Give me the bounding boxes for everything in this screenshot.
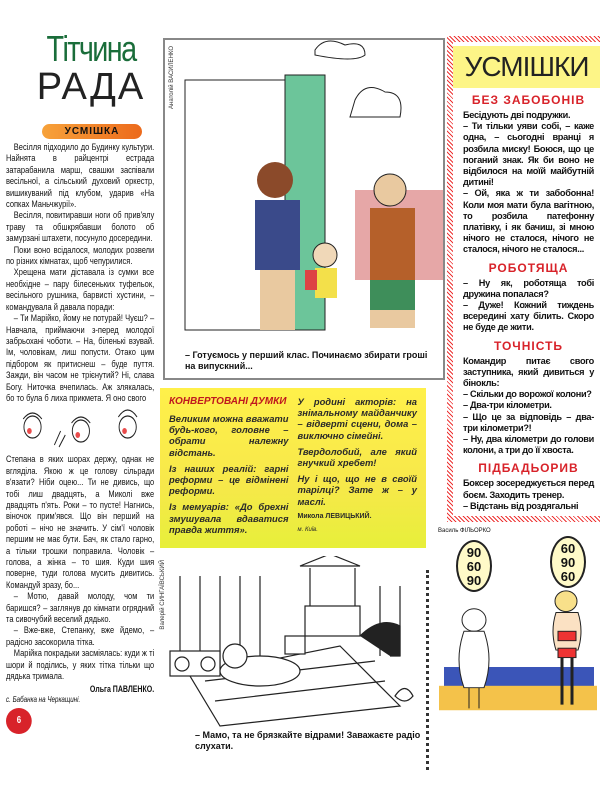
joke-text	[463, 278, 594, 334]
measurement: 60	[466, 559, 482, 575]
joke-line: – Ой, яка ж ти забобонна! Коли моя мати була вагітною, то розбила патефонну платівку, і як бачиш, зі мною нічого не сталося, нічого не сталося, нічого не сталося...	[463, 188, 594, 255]
dotted-divider	[426, 570, 430, 770]
joke-text	[463, 356, 594, 457]
cartoon-first-class	[163, 38, 445, 380]
story-place: с. Бабанка на Черкащині.	[6, 695, 81, 705]
measurement: 90	[560, 555, 576, 571]
paragraph: – Вже-вже, Степанку, вже йдемо, – радісно засокорила тітка.	[6, 625, 155, 648]
story-part1	[6, 142, 154, 404]
joke-line: Бесідують дві подружки.	[463, 110, 571, 120]
paragraph: Хрещена мати діставала із сумки все необхідне – пару білесеньких туфельок, весільного рушника, барвисті хустини, – командувала й давала поради:	[6, 267, 155, 313]
aphorisms-title: КОНВЕРТОВАНІ ДУМКИ	[169, 396, 287, 407]
joke-line: Командир питає свого заступника, який дивиться у бінокль:	[463, 355, 594, 389]
aphorisms-author: Микола ЛЕВИЦЬКИЙ.	[297, 512, 372, 520]
aphorism: Великим можна вважати будь-кого, головне – обрати належну відстань.	[169, 413, 289, 458]
aphorisms-col1	[169, 396, 289, 540]
cartoon-caption: – Мамо, та не брязкайте відрами! Заважаєте радіо слухати.	[195, 730, 421, 752]
joke-line: Боксер зосереджується перед боєм. Заходить тренер.	[463, 478, 594, 500]
joke-title: РОБОТЯЩА	[488, 260, 569, 275]
measurement: 60	[560, 541, 576, 557]
joke-line: – Ну, два кілометри до голови колони, а три до її хвоста.	[463, 434, 594, 456]
joke-line: – Скільки до ворожої колони?	[463, 389, 592, 400]
rubric-badge: УСМІШКА	[42, 124, 142, 139]
middle-column	[160, 38, 426, 754]
aphorisms-col2	[298, 396, 418, 540]
paragraph: Степана в яких шорах держу, однак не вгляділа. Якою ж це голову сільради в'язати? Ніби оцею... Ти не дивись, що тобі лиш двадцять, а Миколі вже двадцять п'ять. Роки – то пусте! Нагнись, віночок прим'явся. Що він перший на роботі – нічо не значить. У сім'ї чоловік першим не має бути. Бач, як стало гарно, а тільки трошки поправила. Чоловік – голова, а жінка – то шия. Куди шия поверне, туди голова мусить дивитись. Командуй зразу, бо...	[6, 454, 155, 591]
section-title-logo	[32, 30, 150, 106]
joke-line: – Відстань від роздягальні	[463, 500, 579, 511]
joke-title: БЕЗ ЗАБОБОНІВ	[471, 93, 586, 107]
artist-credit: Василь ФІЛЬОРКО	[438, 528, 491, 535]
measurement: 90	[466, 573, 482, 589]
cartoon-illustration	[160, 556, 422, 728]
artist-credit: Валерій СИНГАЇВСЬКИЙ	[160, 560, 166, 630]
joke-line: – Дуже! Кожний тиждень всередині хату білить. Скоро не буде де жити.	[463, 300, 594, 333]
paragraph: Весілля підходило до Будинку культури. Найнята в райцентрі естрада затарабанила марш, свашки заспівали весільної, а сільський духовий оркестр, вишикуваний під клубом, ударив «На сопках Маньчжурії».	[6, 142, 155, 211]
joke-line: – Ти тільки уяви собі, – каже одна, – сьогодні вранці я розбила миску! Боюся, що це поганий знак. Як би воно не відбилося на моїй майбутній дитині!	[463, 121, 594, 188]
faces-illustration	[6, 407, 154, 451]
cartoon-radio	[160, 556, 422, 754]
paragraph: Марійка покрадьки засміялась: куди ж ті шори й поділись, у яких тітка тільки що дядька тримала.	[6, 648, 155, 683]
joke-line: – Два-три кілометри.	[463, 400, 552, 411]
right-column	[434, 36, 600, 714]
story-part2	[6, 454, 154, 682]
cartoon-caption: – Готуємось у перший клас. Починаємо збирати гроші на випускний...	[185, 350, 428, 371]
story-column	[6, 142, 154, 734]
speech-bubble-man	[456, 540, 492, 592]
aphorism: Із мемуарів: «До брехні змушувала вдаватися правда життя».	[169, 501, 289, 535]
paragraph: Поки воно всідалося, молодих розвели по різних кімнатах, щоб чепурилися.	[6, 244, 155, 268]
paragraph: – Мотю, давай молоду, чом ти баришся? – заглянув до кімнати огрядний та сивочубий веселий дядько.	[6, 591, 155, 626]
speech-bubble-woman	[550, 536, 586, 588]
title-line1: Тітчина	[46, 28, 136, 69]
joke-text	[463, 110, 594, 256]
measurement: 60	[560, 569, 576, 585]
aphorism: У родині акторів: на знімальному майданчику – відверті сцени, дома – виключно сімейні.	[297, 396, 417, 441]
jokes-header: УСМІШКИ	[453, 46, 600, 88]
jokes-column	[447, 36, 600, 522]
joke-line: – Ну як, роботяща тобі дружина попалася?	[463, 277, 594, 299]
aphorisms-place: м. Київ.	[297, 526, 318, 533]
joke-title: ТОЧНІСТЬ	[493, 338, 564, 353]
artist-credit: Анатолій ВАСИЛЕНКО	[169, 46, 175, 109]
paragraph: Весілля, повитиравши ноги об прив'ялу траву та обшкрябавши болото об замурзані штахети, посунуло досередини.	[6, 210, 155, 245]
aphorism: Із наших реалій: гарні реформи – це відмінені реформи.	[169, 462, 289, 497]
story-author: Ольга ПАВЛЕНКО.	[89, 684, 155, 695]
cartoon-beach	[434, 526, 600, 714]
measurement: 90	[466, 545, 482, 561]
cartoon-illustration	[165, 40, 443, 340]
joke-title: ПІДБАДЬОРИВ	[478, 461, 579, 476]
page-number: 6	[6, 708, 32, 734]
aphorism: Твердолобий, але який гнучкий хребет!	[297, 445, 417, 469]
joke-text	[463, 478, 594, 512]
aphorism: Ну і що, що не в своїй тарілці? Зате ж – у маслі.	[297, 473, 417, 507]
joke-line: – Що це за відповідь – два-три кілометри?!	[463, 411, 594, 433]
title-line2: РАДА	[36, 66, 146, 108]
paragraph: – Ти Марійко, йому не потурай! Чуєш? – Навчала, приймаючи з-перед молодої забрьохані чоботи. – На, біленькі взувай. Ім, чоловікам, лиш попусти. Отако цим підбором як притиснеш – буде пуття. Зажди, він часом не трієнутий? Ні, слава Богу. Ниточка вчепилась. Аж злякалась, бо то була б лиха прикмета. Я оно свого	[6, 313, 155, 404]
aphorisms-box	[160, 388, 426, 548]
